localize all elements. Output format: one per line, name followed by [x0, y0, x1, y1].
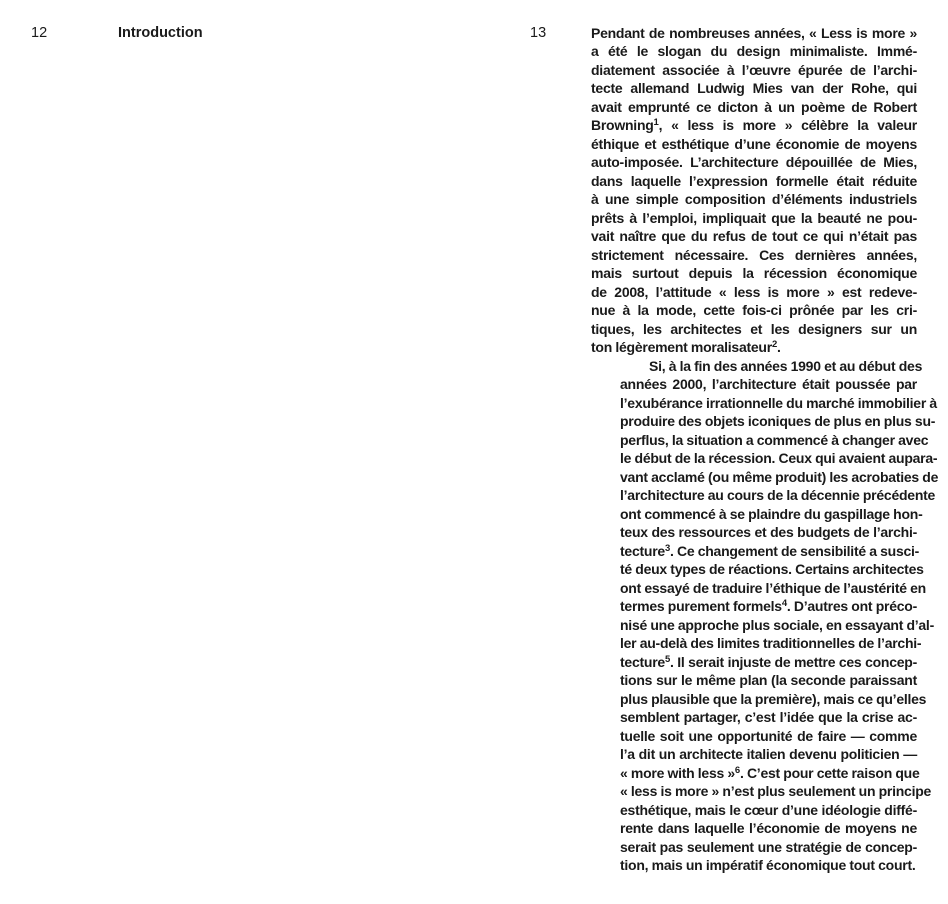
body-text: [591, 24, 939, 875]
text-line: prêts à l’emploi, impliquait que la beauté ne pou-: [591, 209, 917, 226]
text-line: té deux types de réactions. Certains architectes: [620, 561, 924, 577]
text-line: années 2000, l’architecture était poussée par: [620, 376, 917, 392]
running-head-title: Introduction: [118, 25, 203, 41]
paragraph-2: [591, 357, 939, 875]
text-line: serait pas seulement une stratégie de concep-: [620, 838, 917, 855]
text-line: tiques, les architectes et les designers sur un: [591, 320, 917, 337]
text-line: tecte allemand Ludwig Mies van der Rohe, qui: [591, 80, 917, 96]
text-line: Browning$^1$, « less is more » célèbre la valeur: [591, 117, 917, 133]
text-line: teux des ressources et des budgets de l’archi-: [620, 524, 917, 540]
text-line: tions sur le même plan (la seconde paraissant: [620, 672, 917, 688]
text-line: tion, mais un impératif économique tout court.: [620, 857, 916, 873]
text-line: ont commencé à se plaindre du gaspillage hon-: [620, 505, 923, 522]
text-line: tecture$^3$. Ce changement de sensibilité a susci-: [620, 542, 920, 559]
text-line: auto-imposée. L’architecture dépouillée de Mies,: [591, 154, 917, 170]
text-line: l’architecture au cours de la décennie précédente: [620, 487, 936, 503]
text-line: semblent partager, c’est l’idée que la crise ac-: [620, 709, 917, 725]
text-line: nisé une approche plus sociale, en essayant d’al-: [620, 616, 934, 633]
text-line: nue à la mode, cette fois-ci prônée par les cri-: [591, 302, 917, 318]
footnote-marker: 3: [664, 542, 670, 554]
paragraph-1: [591, 24, 917, 357]
text-line: perflus, la situation a commencé à changer avec: [620, 431, 929, 448]
text-line: l’exubérance irrationnelle du marché immobilier à: [620, 394, 937, 411]
text-line: termes purement formels$^4$. D’autres ont préco-: [620, 598, 917, 614]
text-line: « less is more » n’est plus seulement un principe: [620, 783, 932, 799]
footnote-marker: 2: [771, 339, 777, 350]
right-page-number: 13: [530, 25, 547, 41]
footnote-marker: 4: [781, 598, 787, 609]
text-line: produire des objets iconiques de plus en plus su-: [620, 413, 936, 429]
text-line: « more with less »$^6$. C’est pour cette raison que: [620, 764, 920, 781]
text-line: tuelle soit une opportunité de faire — comme: [620, 727, 917, 744]
text-line: le début de la récession. Ceux qui avaient aupara-: [620, 450, 938, 466]
text-line: esthétique, mais le cœur d’une idéologie diffé-: [620, 801, 917, 818]
text-line: a été le slogan du design minimaliste. Immé-: [591, 43, 917, 59]
text-line: rente dans laquelle l’économie de moyens ne: [620, 820, 917, 836]
text-line: à une simple composition d’éléments industriels: [591, 191, 917, 207]
text-line: ler au-delà des limites traditionnelles de l’archi-: [620, 635, 922, 651]
text-line: Pendant de nombreuses années, « Less is more »: [591, 24, 917, 41]
text-line: strictement nécessaire. Ces dernières années,: [591, 246, 917, 263]
text-line: ont essayé de traduire l’éthique de l’austérité en: [620, 579, 926, 596]
text-line: Si, à la fin des années 1990 et au début des: [649, 357, 923, 374]
text-line: l’a dit un architecte italien devenu politicien —: [620, 746, 917, 762]
text-line: de 2008, l’attitude « less is more » est redeve-: [591, 283, 917, 300]
footnote-marker: 5: [664, 653, 670, 665]
text-line: mais surtout depuis la récession économique: [591, 265, 917, 281]
text-line: tecture$^5$. Il serait injuste de mettre ces concep-: [620, 653, 917, 670]
text-line: vant acclamé (ou même produit) les acrobaties de: [620, 468, 939, 485]
text-line: éthique et esthétique d’une économie de moyens: [591, 135, 917, 152]
footnote-marker: 1: [653, 117, 659, 128]
text-line: avait emprunté ce dicton à un poème de Robert: [591, 98, 917, 115]
footnote-marker: 6: [734, 764, 740, 776]
text-line: diatement associée à l’œuvre épurée de l’archi-: [591, 61, 917, 78]
text-line: vait naître que du refus de tout ce qui n’était pas: [591, 228, 917, 244]
text-line: dans laquelle l’expression formelle était réduite: [591, 172, 917, 189]
left-page-number: 12: [31, 25, 48, 41]
text-line: ton légèrement moralisateur$^2$.: [591, 339, 781, 355]
text-line: plus plausible que la première), mais ce qu’elles: [620, 690, 927, 707]
